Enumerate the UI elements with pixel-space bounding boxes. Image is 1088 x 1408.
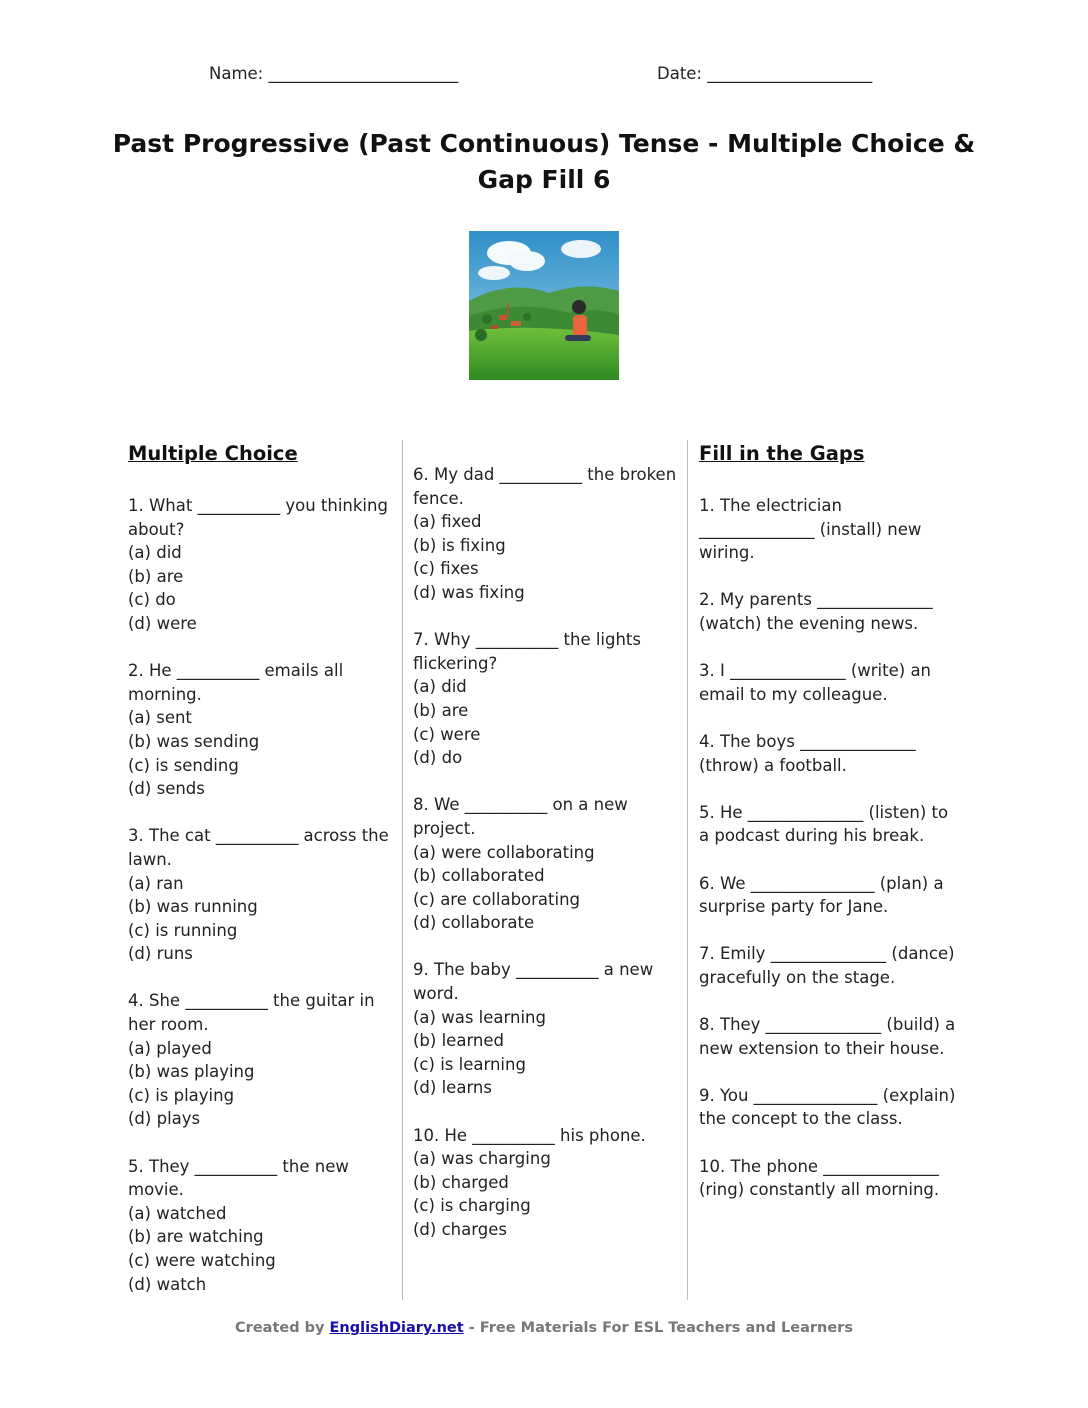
gap-fill-item[interactable]: 9. You _______________ (explain) the concept to the class. <box>699 1085 956 1129</box>
answer-option[interactable]: (c) do <box>128 590 176 610</box>
answer-option[interactable]: (c) is learning <box>413 1054 526 1074</box>
answer-option[interactable]: (b) was playing <box>128 1062 255 1082</box>
answer-option[interactable]: (d) watch <box>128 1274 207 1294</box>
answer-option[interactable]: (b) are <box>413 700 469 720</box>
column-divider <box>687 440 688 1300</box>
mc-question <box>413 1124 678 1242</box>
gap-fill-item[interactable]: 8. They ______________ (build) a new extension to their house. <box>699 1015 956 1058</box>
name-field[interactable]: Name: _______________________ <box>209 64 459 83</box>
question-text: 6. My dad __________ the broken fence. <box>413 465 677 508</box>
gap-fill-item[interactable]: 1. The electrician ______________ (install) new wiring. <box>699 496 922 563</box>
answer-option[interactable]: (c) is running <box>128 920 238 940</box>
gap-fill-item[interactable]: 7. Emily ______________ (dance) gracefully on the stage. <box>699 944 955 987</box>
question-text: 5. They __________ the new movie. <box>128 1156 349 1200</box>
worksheet-header <box>0 64 1088 88</box>
mc-question <box>413 463 678 605</box>
footer-credit <box>0 1320 1088 1336</box>
answer-option[interactable]: (a) was learning <box>413 1007 546 1027</box>
answer-option[interactable]: (c) is charging <box>413 1196 531 1216</box>
multiple-choice-heading: Multiple Choice <box>128 442 298 465</box>
mc-question <box>413 958 678 1100</box>
answer-option[interactable]: (b) collaborated <box>413 866 545 886</box>
answer-option[interactable]: (c) were <box>413 724 481 744</box>
answer-option[interactable]: (b) is fixing <box>413 535 506 555</box>
gap-fill-item[interactable]: 10. The phone ______________ (ring) constantly all morning. <box>699 1156 940 1200</box>
gap-fill-item[interactable]: 3. I ______________ (write) an email to my colleague. <box>699 661 932 704</box>
question-text: 9. The baby __________ a new word. <box>413 960 654 1004</box>
answer-option[interactable]: (a) played <box>128 1038 212 1058</box>
answer-option[interactable]: (d) plays <box>128 1109 201 1129</box>
english-diary-link[interactable]: EnglishDiary.net <box>329 1320 464 1336</box>
gap-fill-item[interactable]: 4. The boys ______________ (throw) a football. <box>699 731 916 775</box>
mc-question <box>128 824 390 966</box>
answer-option[interactable]: (d) sends <box>128 779 205 799</box>
multiple-choice-column-1 <box>128 440 390 1320</box>
gap-fill-column <box>699 440 961 1225</box>
question-text: 4. She __________ the guitar in her room. <box>128 991 375 1035</box>
multiple-choice-column-2 <box>413 463 678 1265</box>
answer-option[interactable]: (c) is playing <box>128 1085 235 1105</box>
answer-option[interactable]: (d) do <box>413 748 463 768</box>
question-text: 3. The cat __________ across the lawn. <box>128 826 389 869</box>
gap-fill-heading: Fill in the Gaps <box>699 442 865 465</box>
answer-option[interactable]: (a) fixed <box>413 512 482 532</box>
answer-option[interactable]: (d) were <box>128 613 197 633</box>
answer-option[interactable]: (c) are collaborating <box>413 889 581 909</box>
gap-fill-item[interactable]: 5. He ______________ (listen) to a podcast during his break. <box>699 802 949 846</box>
answer-option[interactable]: (a) sent <box>128 708 192 728</box>
column-divider <box>402 440 403 1300</box>
answer-option[interactable]: (d) charges <box>413 1220 507 1239</box>
answer-option[interactable]: (b) learned <box>413 1031 505 1051</box>
answer-option[interactable]: (b) was sending <box>128 731 260 751</box>
gap-fill-item[interactable]: 2. My parents ______________ (watch) the evening news. <box>699 590 933 633</box>
answer-option[interactable]: (a) was charging <box>413 1149 551 1169</box>
answer-option[interactable]: (d) collaborate <box>413 913 535 933</box>
answer-option[interactable]: (a) ran <box>128 873 184 893</box>
mc-question <box>128 494 390 636</box>
answer-option[interactable]: (d) runs <box>128 944 193 964</box>
gap-fill-item[interactable]: 6. We _______________ (plan) a surprise party for Jane. <box>699 873 944 917</box>
date-field[interactable]: Date: ____________________ <box>657 64 873 83</box>
answer-option[interactable]: (b) was running <box>128 897 258 917</box>
answer-option[interactable]: (c) fixes <box>413 559 479 579</box>
mc-question <box>128 659 390 801</box>
answer-option[interactable]: (d) learns <box>413 1078 492 1098</box>
question-text: 7. Why __________ the lights flickering? <box>413 630 642 673</box>
answer-option[interactable]: (b) charged <box>413 1172 509 1192</box>
question-text: 1. What __________ you thinking about? <box>128 496 388 539</box>
mc-question <box>413 793 678 935</box>
answer-option[interactable]: (b) are <box>128 566 184 586</box>
answer-option[interactable]: (c) is sending <box>128 755 239 775</box>
question-text: 2. He __________ emails all morning. <box>128 661 344 704</box>
answer-option[interactable]: (c) were watching <box>128 1251 276 1270</box>
mc-question <box>128 989 390 1131</box>
answer-option[interactable]: (b) are watching <box>128 1227 264 1247</box>
question-text: 10. He __________ his phone. <box>413 1125 646 1145</box>
answer-option[interactable]: (a) did <box>413 677 467 697</box>
question-text: 8. We __________ on a new project. <box>413 795 628 838</box>
page-title: Past Progressive (Past Continuous) Tense - Multiple Choice & Gap Fill 6 <box>112 129 976 194</box>
mc-question <box>413 628 678 770</box>
landscape-illustration <box>469 231 619 380</box>
answer-option[interactable]: (d) was fixing <box>413 582 525 602</box>
footer-suffix: - Free Materials For ESL Teachers and Learners <box>463 1320 853 1336</box>
answer-option[interactable]: (a) were collaborating <box>413 842 595 862</box>
answer-option[interactable]: (a) watched <box>128 1203 227 1223</box>
mc-question <box>128 1155 390 1297</box>
answer-option[interactable]: (a) did <box>128 543 182 563</box>
footer-prefix: Created by <box>235 1320 330 1336</box>
